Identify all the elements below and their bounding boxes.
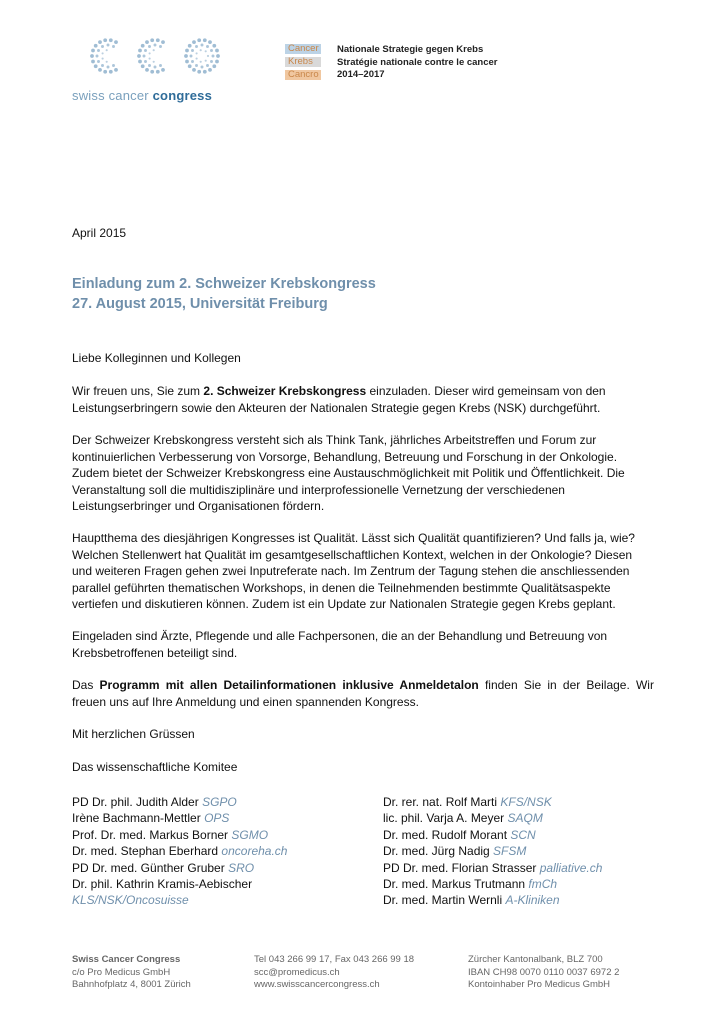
letter-title — [72, 274, 376, 314]
signatory — [383, 827, 602, 843]
footer-line: c/o Pro Medicus GmbH — [72, 966, 171, 978]
p1-bold: 2. Schweizer Krebskongress — [203, 384, 367, 398]
footer-line: Bahnhofplatz 4, 8001 Zürich — [72, 979, 191, 990]
nsk-tag-cancer: Cancer — [288, 43, 319, 54]
nsk-line-de: Nationale Strategie gegen Krebs — [337, 44, 484, 55]
signatory-name: Dr. phil. Kathrin Kramis-Aebischer — [72, 877, 253, 892]
signatory — [383, 860, 602, 876]
footer-phone: Tel 043 266 99 17, Fax 043 266 99 18 — [254, 954, 415, 965]
nsk-line-fr: Stratégie nationale contre le cancer — [337, 56, 498, 68]
signatory-org: palliative.ch — [539, 860, 603, 875]
signatory — [72, 892, 287, 908]
signatory — [383, 843, 602, 859]
signatory-org: oncoreha.ch — [221, 844, 288, 859]
p1-text-a: Wir freuen uns, Sie zum — [72, 384, 204, 398]
nsk-line-years: 2014–2017 — [337, 69, 385, 80]
paragraph-think-tank: Der Schweizer Krebskongress versteht sich als Think Tank, jährliches Arbeitstreffen und Forum zur kontinuierlichen Verbesserung von Vorsorge, Behandlung, Betreuung und Forschung in der Onkologie. Zudem bietet der Schweizer Krebskongress eine Austauschmöglichkeit mit Politik und Öffentlichkeit. Die Veranstaltung soll die multidisziplinäre und interprofessionelle Vernetzung der verschiedenen Leistungserbringer und Organisationen fördern. — [72, 433, 625, 514]
signatory-name: PD Dr. med. Florian Strasser — [383, 860, 540, 875]
signatories-right — [383, 794, 602, 909]
nsk-tag-krebs: Krebs — [288, 56, 313, 67]
paragraph-topic: Hauptthema des diesjährigen Kongresses ist Qualität. Lässt sich Qualität quantifizieren? Und falls ja, wie? Welchen Stellenwert hat Qualität im gesamtgesellschaftlichen Kontext, welchen in der Onkologie? Diesen und weiteren Fragen gehen zwei Inputreferate nach. Im Zentrum der Tagung stehen die anschliessenden parallel geführten thematischen Workshops, in denen die Teilnehmenden bestimmte Qualitätsaspekte vertiefen und diskutieren können. Zudem ist ein Update zur Nationalen Strategie gegen Krebs geplant. — [72, 531, 635, 612]
signatory — [72, 810, 287, 826]
signatory-name: lic. phil. Varja A. Meyer — [383, 811, 508, 826]
signatory-org: SGMO — [231, 827, 269, 842]
footer-iban: IBAN CH98 0070 0110 0037 6972 2 — [468, 966, 620, 978]
p1-text-b: einzuladen. Dieser wird gemeinsam von den Leistungserbringern sowie den Akteuren der Nationalen Strategie gegen Krebs (NSK) durchgeführt. — [72, 384, 606, 415]
footer-org-name: Swiss Cancer Congress — [72, 954, 181, 965]
signatory-name: Dr. med. Jürg Nadig — [383, 844, 494, 859]
signatory — [72, 794, 287, 810]
signatory — [72, 843, 287, 859]
signatory-org: KLS/NSK/Oncosuisse — [72, 893, 189, 908]
footer-website: www.swisscancercongress.ch — [254, 979, 380, 990]
signatory-name: Dr. med. Martin Wernli — [383, 893, 506, 908]
signatory — [383, 892, 602, 908]
signatory-org: OPS — [204, 811, 230, 826]
footer-email: scc@promedicus.ch — [254, 966, 340, 978]
footer-bank — [468, 954, 619, 992]
footer-contact — [254, 954, 414, 992]
signatory-org: KFS/NSK — [500, 795, 552, 809]
signatory — [383, 876, 602, 892]
signatory-name: Irène Bachmann-Mettler — [72, 811, 205, 826]
signatory-name: PD Dr. med. Günther Gruber — [72, 860, 229, 875]
signatory-org: SAQM — [507, 811, 543, 826]
nsk-tag-cancro: Cancro — [288, 69, 319, 80]
nsk-logo-text — [337, 44, 498, 82]
footer-account-holder: Kontoinhaber Pro Medicus GmbH — [468, 979, 611, 990]
logo-word-light: swiss cancer — [72, 88, 153, 103]
salutation: Liebe Kolleginnen und Kollegen — [72, 351, 241, 365]
p5-text-a: Das — [72, 678, 100, 692]
signatory — [72, 860, 287, 876]
title-line-2: 27. August 2015, Universität Freiburg — [72, 296, 328, 312]
signatory-name: PD Dr. phil. Judith Alder — [72, 795, 203, 809]
signatory — [383, 810, 602, 826]
signatory-name: Dr. med. Markus Trutmann — [383, 877, 529, 892]
title-line-1: Einladung zum 2. Schweizer Krebskongress — [72, 276, 376, 292]
footer-address — [72, 954, 191, 992]
closing: Mit herzlichen Grüssen — [72, 727, 195, 741]
paragraph-invited: Eingeladen sind Ärzte, Pflegende und alle Fachpersonen, die an der Behandlung und Betreuung von Krebsbetroffenen beteiligt sind. — [72, 629, 608, 660]
signatory-name: Prof. Dr. med. Markus Borner — [72, 827, 232, 842]
signatory-org: A-Kliniken — [505, 893, 560, 908]
footer-bank-name: Zürcher Kantonalbank, BLZ 700 — [468, 954, 603, 965]
signatory-org: SCN — [510, 827, 536, 842]
signatory-org: SGPO — [202, 795, 237, 809]
signatory-name: Dr. rer. nat. Rolf Marti — [383, 795, 501, 809]
signatory — [72, 827, 287, 843]
p5-text-b: finden Sie in der Beilage. Wir freuen uns auf Ihre Anmeldung und einen spannenden Kongress. — [72, 678, 654, 709]
p5-bold: Programm mit allen Detailinformationen inklusive Anmeldetalon — [99, 678, 479, 692]
paragraph-programme — [72, 677, 654, 710]
committee-heading: Das wissenschaftliche Komitee — [72, 760, 238, 774]
paragraph-intro — [72, 383, 654, 416]
signatory — [72, 876, 287, 892]
signatory-name: Dr. med. Stephan Eberhard — [72, 844, 222, 859]
letter-date: April 2015 — [72, 226, 127, 240]
logo-wordmark — [72, 88, 212, 103]
signatory-org: SRO — [228, 860, 255, 875]
logo-word-bold: congress — [152, 88, 213, 103]
signatory-org: fmCh — [528, 877, 558, 892]
signatory-name: Dr. med. Rudolf Morant — [383, 827, 511, 842]
signatories-left — [72, 794, 287, 909]
signatory-org: SFSM — [493, 844, 527, 859]
signatory — [383, 794, 602, 810]
